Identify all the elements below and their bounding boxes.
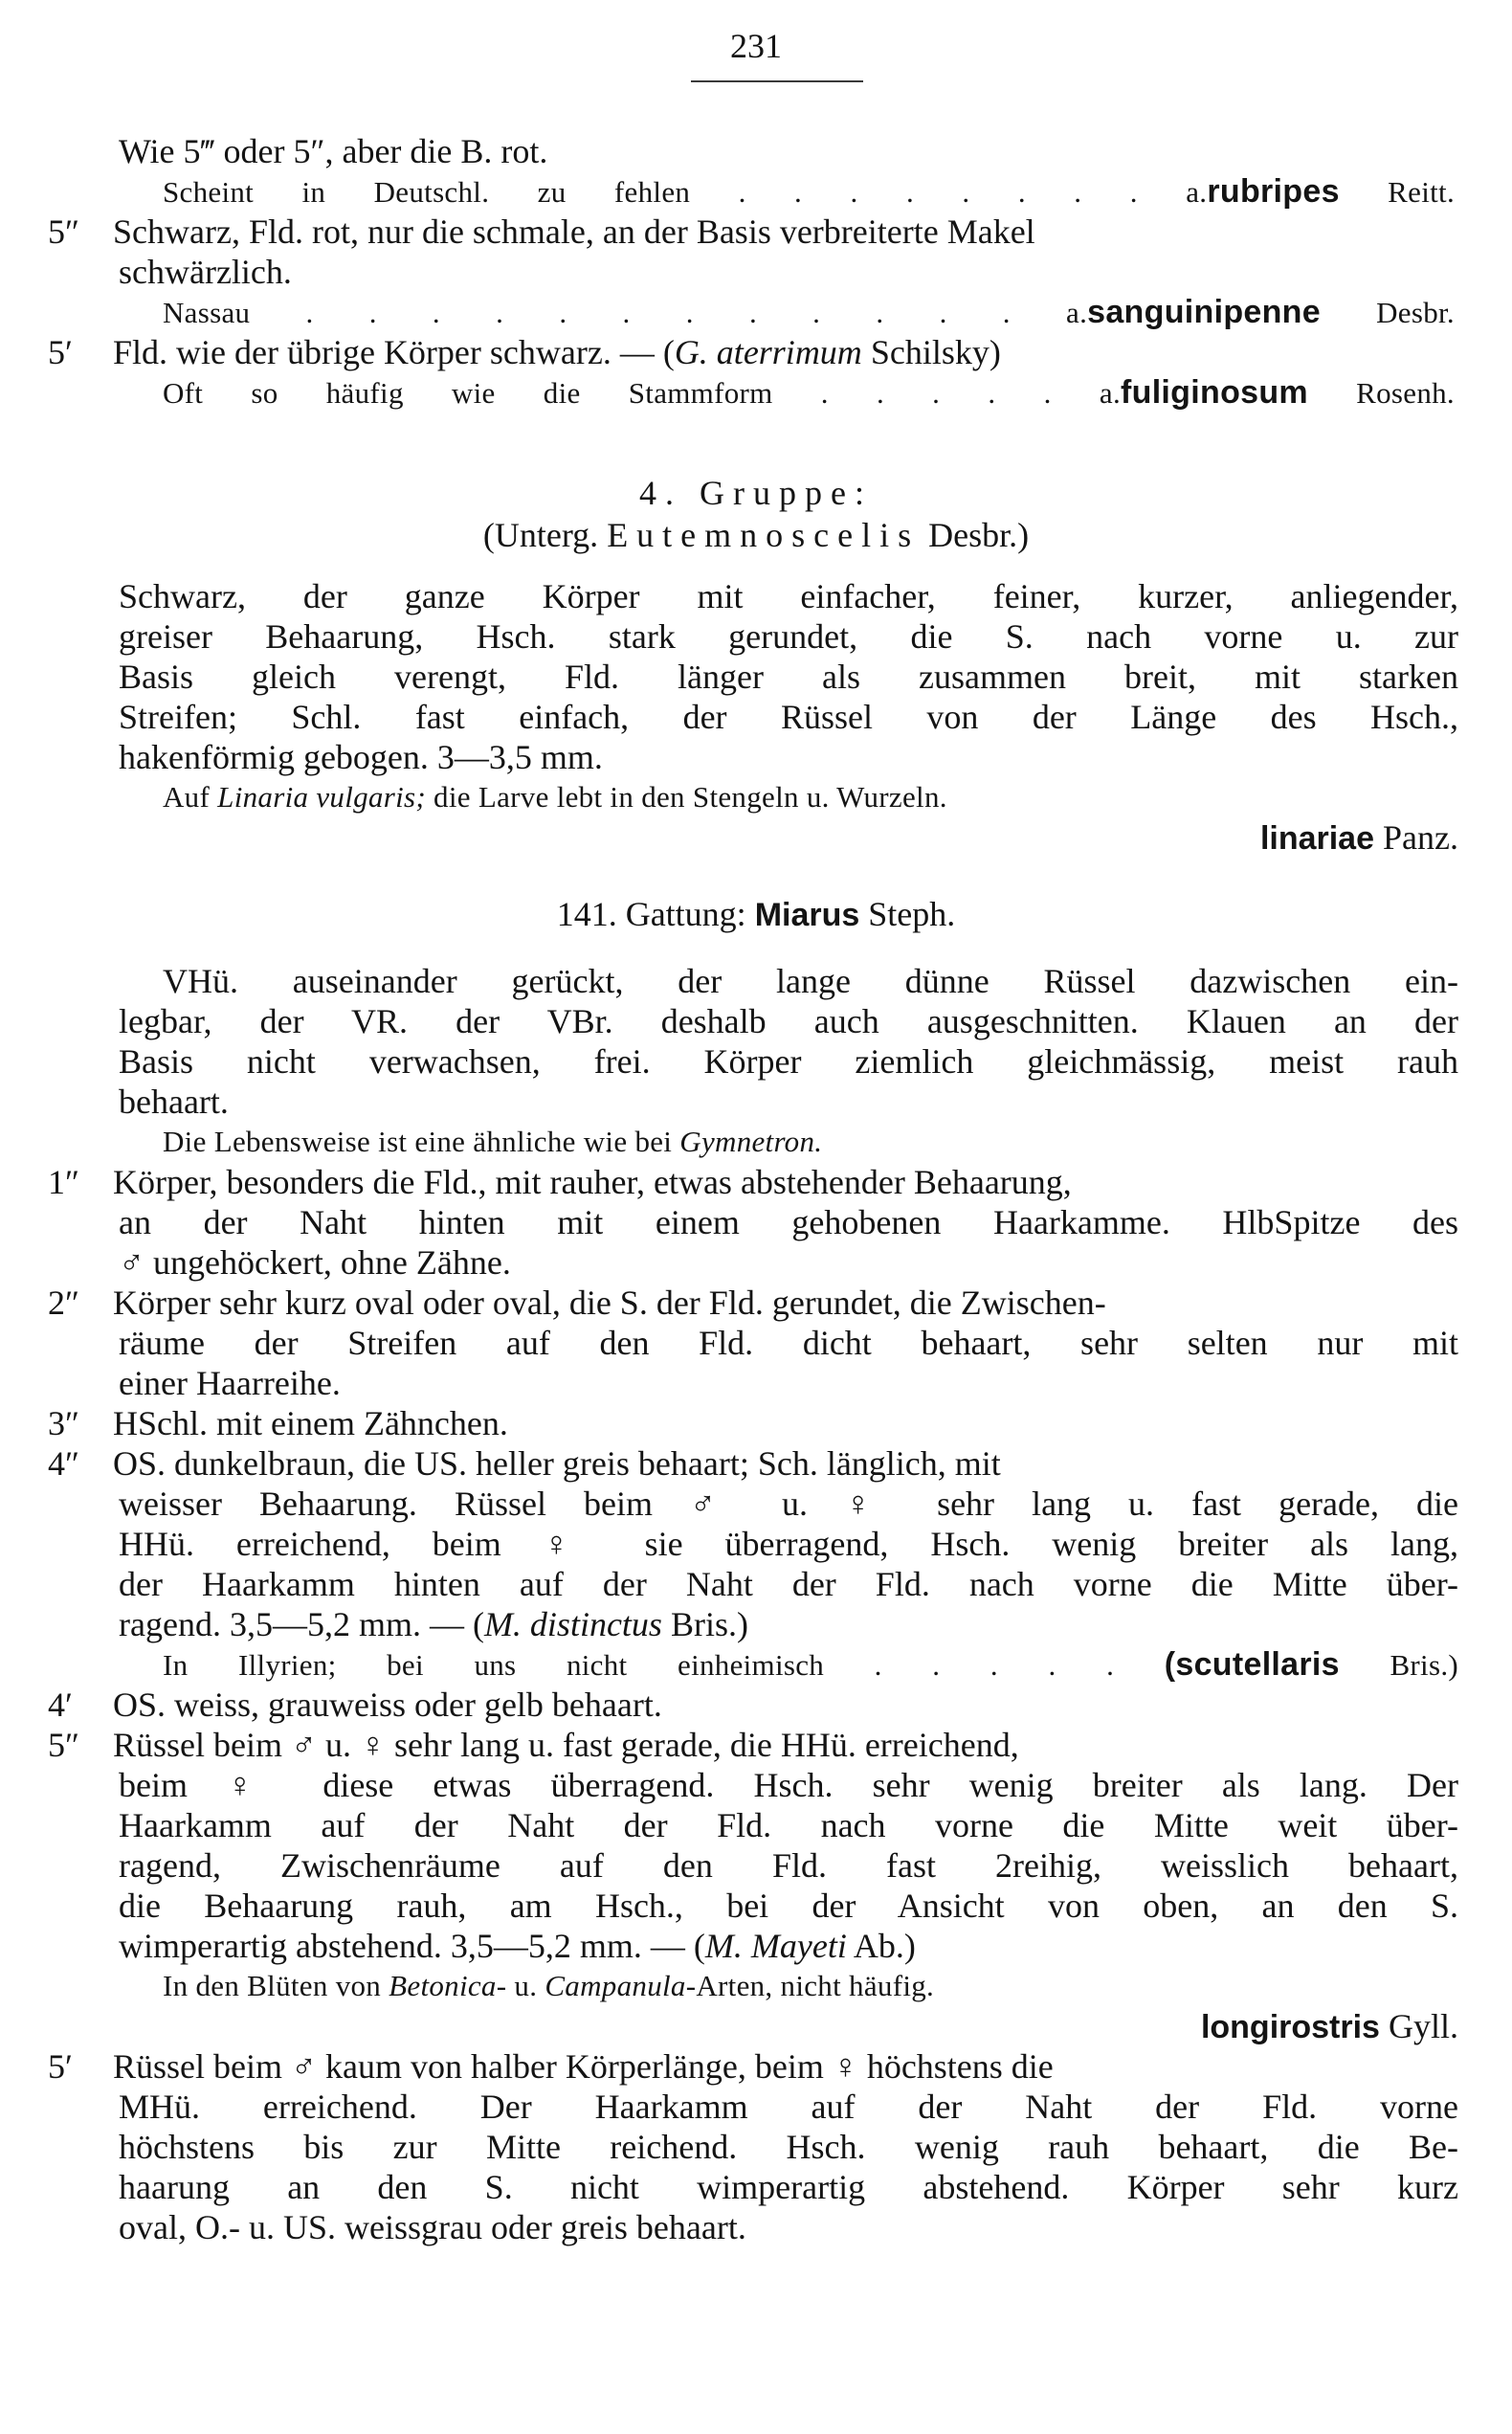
text-line: wimperartig abstehend. 3,5—5,2 mm. — (M. Mayeti Ab.)	[119, 1927, 916, 1965]
key-number: 5′	[48, 2047, 73, 2086]
text-line: Basis gleich verengt, Fld. länger als zusammen breit, mit starken	[119, 658, 1458, 696]
key-line: 3″ HSchl. mit einem Zähnchen.	[48, 1404, 508, 1442]
text-line: schwärzlich.	[119, 253, 292, 291]
locality-line: In Illyrien; bei uns nicht einheimisch . . . . . (scutellaris Bris.)	[163, 1646, 1459, 1683]
locality-line: Scheint in Deutschl. zu fehlen . . . . . . . . a.rubripes Reitt.	[163, 173, 1456, 210]
text-line: an der Naht hinten mit einem gehobenen Haarkamme. HlbSpitze des	[119, 1203, 1458, 1241]
text-line: Wie 5‴ oder 5″, aber die B. rot.	[119, 132, 548, 170]
text-line: Haarkamm auf der Naht der Fld. nach vorne die Mitte weit über-	[119, 1806, 1458, 1844]
locality-line: Auf Linaria vulgaris; die Larve lebt in den Stengeln u. Wurzeln.	[163, 780, 947, 814]
text-line: der Haarkamm hinten auf der Naht der Fld. nach vorne die Mitte über-	[119, 1565, 1458, 1603]
text-line: räume der Streifen auf den Fld. dicht behaart, sehr selten nur mit	[119, 1324, 1458, 1362]
key-line: 5″ Rüssel beim ♂ u. ♀ sehr lang u. fast gerade, die HHü. erreichend,	[48, 1726, 1019, 1764]
text-line: die Behaarung rauh, am Hsch., bei der Ansicht von oben, an den S.	[119, 1887, 1458, 1925]
key-number: 1″	[48, 1163, 79, 1201]
key-line: 4″ OS. dunkelbraun, die US. heller greis behaart; Sch. länglich, mit	[48, 1444, 1001, 1483]
key-number: 5′	[48, 333, 73, 371]
text-line: VHü. auseinander gerückt, der lange dünne Rüssel dazwischen ein-	[163, 962, 1458, 1000]
locality-line: Nassau . . . . . . . . . . . . a.sanguinipenne Desbr.	[163, 294, 1455, 330]
group-heading: 4. Gruppe:	[639, 474, 873, 512]
locality-line: In den Blüten von Betonica- u. Campanula-Arten, nicht häufig.	[163, 1969, 935, 2002]
key-line: 5′ Fld. wie der übrige Körper schwarz. — (G. aterrimum Schilsky)	[48, 333, 1001, 371]
text-line: einer Haarreihe.	[119, 1364, 341, 1402]
header-rule	[691, 80, 863, 82]
key-line: 5″ Schwarz, Fld. rot, nur die schmale, an der Basis verbreiterte Makel	[48, 212, 1035, 251]
text-line: greiser Behaarung, Hsch. stark gerundet, die S. nach vorne u. zur	[119, 617, 1458, 656]
text-line: HHü. erreichend, beim ♀ sie überragend, Hsch. wenig breiter als lang,	[119, 1525, 1458, 1563]
text-line: ragend. 3,5—5,2 mm. — (M. distinctus Bris.)	[119, 1605, 748, 1643]
text-line: höchstens bis zur Mitte reichend. Hsch. wenig rauh behaart, die Be-	[119, 2128, 1458, 2166]
key-number: 4′	[48, 1686, 73, 1724]
text-line: ♂ ungehöckert, ohne Zähne.	[119, 1243, 511, 1282]
key-number: 4″	[48, 1444, 79, 1483]
text-line: MHü. erreichend. Der Haarkamm auf der Naht der Fld. vorne	[119, 2088, 1458, 2126]
species-name: (scutellaris	[1164, 1646, 1340, 1683]
genus-name: Miarus	[754, 897, 860, 933]
locality-line: Oft so häufig wie die Stammform . . . . . a.fuliginosum Rosenh.	[163, 374, 1455, 411]
species-name: longirostris	[1200, 2009, 1380, 2045]
locality-line: Die Lebensweise ist eine ähnliche wie bei Gymnetron.	[163, 1125, 823, 1158]
key-line: 1″ Körper, besonders die Fld., mit rauher, etwas abstehender Behaarung,	[48, 1163, 1072, 1201]
text-line: weisser Behaarung. Rüssel beim ♂ u. ♀ sehr lang u. fast gerade, die	[119, 1485, 1458, 1523]
text-line: oval, O.- u. US. weissgrau oder greis behaart.	[119, 2208, 746, 2246]
genus-heading: 141. Gattung: Miarus Steph.	[556, 895, 956, 933]
key-number: 5″	[48, 212, 79, 251]
key-line: 2″ Körper sehr kurz oval oder oval, die S. der Fld. gerundet, die Zwischen-	[48, 1284, 1106, 1322]
key-line: 5′ Rüssel beim ♂ kaum von halber Körperlänge, beim ♀ höchstens die	[48, 2047, 1054, 2086]
key-number: 5″	[48, 1726, 79, 1764]
species-name: sanguinipenne	[1087, 294, 1321, 330]
text-line: hakenförmig gebogen. 3—3,5 mm.	[119, 738, 603, 776]
text-line: Schwarz, der ganze Körper mit einfacher, feiner, kurzer, anliegender,	[119, 577, 1458, 615]
text-line: ragend, Zwischenräume auf den Fld. fast 2reihig, weisslich behaart,	[119, 1846, 1458, 1885]
page-number: 231	[730, 27, 782, 65]
text-line: legbar, der VR. der VBr. deshalb auch ausgeschnitten. Klauen an der	[119, 1002, 1458, 1040]
subgenus-heading: (Unterg. Eutemnoscelis Desbr.)	[482, 516, 1030, 554]
key-number: 3″	[48, 1404, 79, 1442]
species-line: linariae Panz.	[1259, 818, 1458, 857]
text-line: Streifen; Schl. fast einfach, der Rüssel von der Länge des Hsch.,	[119, 698, 1458, 736]
text-line: Basis nicht verwachsen, frei. Körper ziemlich gleichmässig, meist rauh	[119, 1042, 1458, 1081]
key-line: 4′ OS. weiss, grauweiss oder gelb behaart.	[48, 1686, 662, 1724]
species-name: rubripes	[1207, 173, 1340, 210]
species-name: linariae	[1259, 820, 1375, 857]
species-line: longirostris Gyll.	[1200, 2007, 1458, 2045]
text-line: behaart.	[119, 1083, 229, 1121]
species-name: fuliginosum	[1121, 374, 1308, 411]
key-number: 2″	[48, 1284, 79, 1322]
text-line: haarung an den S. nicht wimperartig abstehend. Körper sehr kurz	[119, 2168, 1458, 2206]
text-line: beim ♀ diese etwas überragend. Hsch. sehr wenig breiter als lang. Der	[119, 1766, 1458, 1804]
